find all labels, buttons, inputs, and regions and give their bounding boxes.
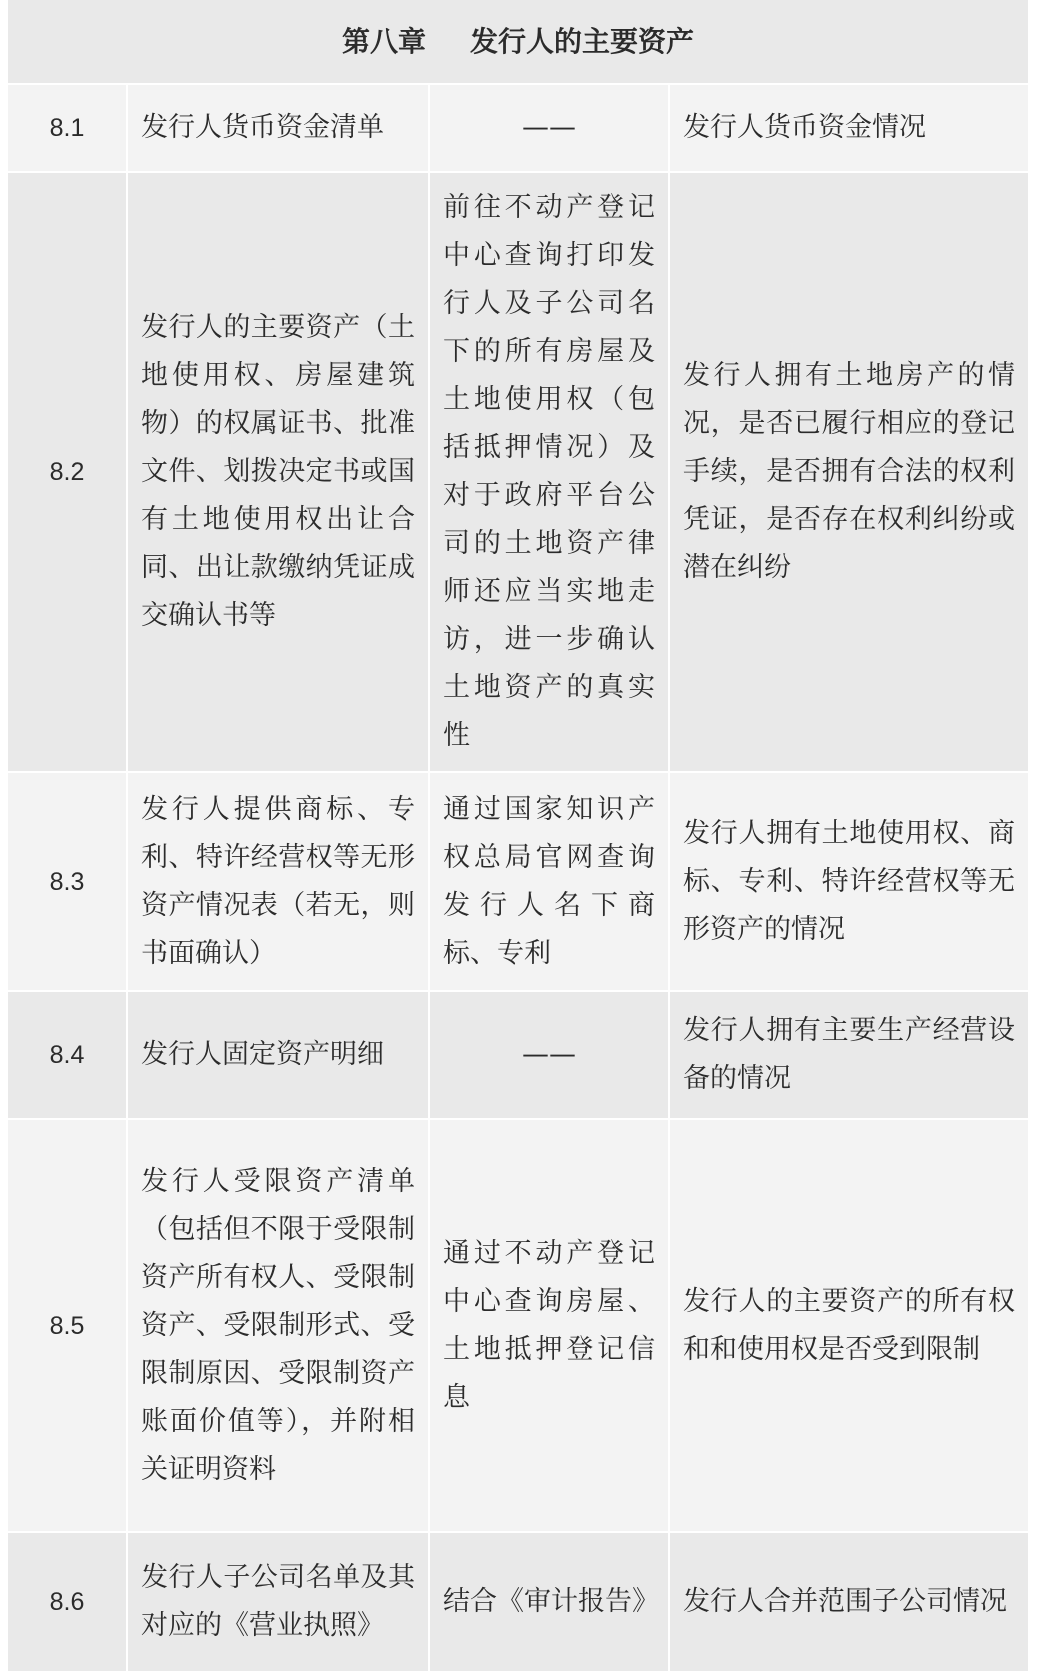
table-row [8,173,1028,771]
chapter-header [8,0,1028,83]
table-row [8,992,1028,1118]
item-material: 发行人提供商标、专利、特许经营权等无形资产情况表（若无，则书面确认） [128,773,428,990]
item-number: 8.3 [8,773,126,990]
table-row [8,1120,1028,1531]
table-row [8,773,1028,990]
table-row [8,1533,1028,1671]
item-number: 8.4 [8,992,126,1118]
item-number: 8.1 [8,85,126,171]
item-material: 发行人受限资产清单（包括但不限于受限制资产所有权人、受限制资产、受限制形式、受限制原因、受限制资产账面价值等），并附相关证明资料 [128,1120,428,1531]
item-method: 结合《审计报告》 [430,1533,668,1671]
item-purpose: 发行人拥有土地使用权、商标、专利、特许经营权等无形资产的情况 [670,773,1028,990]
chapter-number: 第八章 [342,24,427,58]
item-material: 发行人子公司名单及其对应的《营业执照》 [128,1533,428,1671]
item-purpose: 发行人合并范围子公司情况 [670,1533,1028,1671]
item-method: —— [430,85,668,171]
item-method: 通过不动产登记中心查询房屋、土地抵押登记信息 [430,1120,668,1531]
chapter-title: 发行人的主要资产 [470,24,695,58]
item-number: 8.6 [8,1533,126,1671]
item-purpose: 发行人拥有主要生产经营设备的情况 [670,992,1028,1118]
item-purpose: 发行人拥有土地房产的情况，是否已履行相应的登记手续，是否拥有合法的权利凭证，是否存在权利纠纷或潜在纠纷 [670,173,1028,771]
item-material: 发行人的主要资产（土地使用权、房屋建筑物）的权属证书、批准文件、划拨决定书或国有土地使用权出让合同、出让款缴纳凭证成交确认书等 [128,173,428,771]
item-material: 发行人固定资产明细 [128,992,428,1118]
item-purpose: 发行人的主要资产的所有权和和使用权是否受到限制 [670,1120,1028,1531]
assets-checklist-table [6,0,1030,1673]
item-method: 通过国家知识产权总局官网查询发行人名下商标、专利 [430,773,668,990]
chapter-header-row [8,0,1028,83]
item-material: 发行人货币资金清单 [128,85,428,171]
table-row [8,85,1028,171]
item-number: 8.5 [8,1120,126,1531]
item-method: 前往不动产登记中心查询打印发行人及子公司名下的所有房屋及土地使用权（包括抵押情况）及对于政府平台公司的土地资产律师还应当实地走访，进一步确认土地资产的真实性 [430,173,668,771]
item-purpose: 发行人货币资金情况 [670,85,1028,171]
item-number: 8.2 [8,173,126,771]
item-method: —— [430,992,668,1118]
